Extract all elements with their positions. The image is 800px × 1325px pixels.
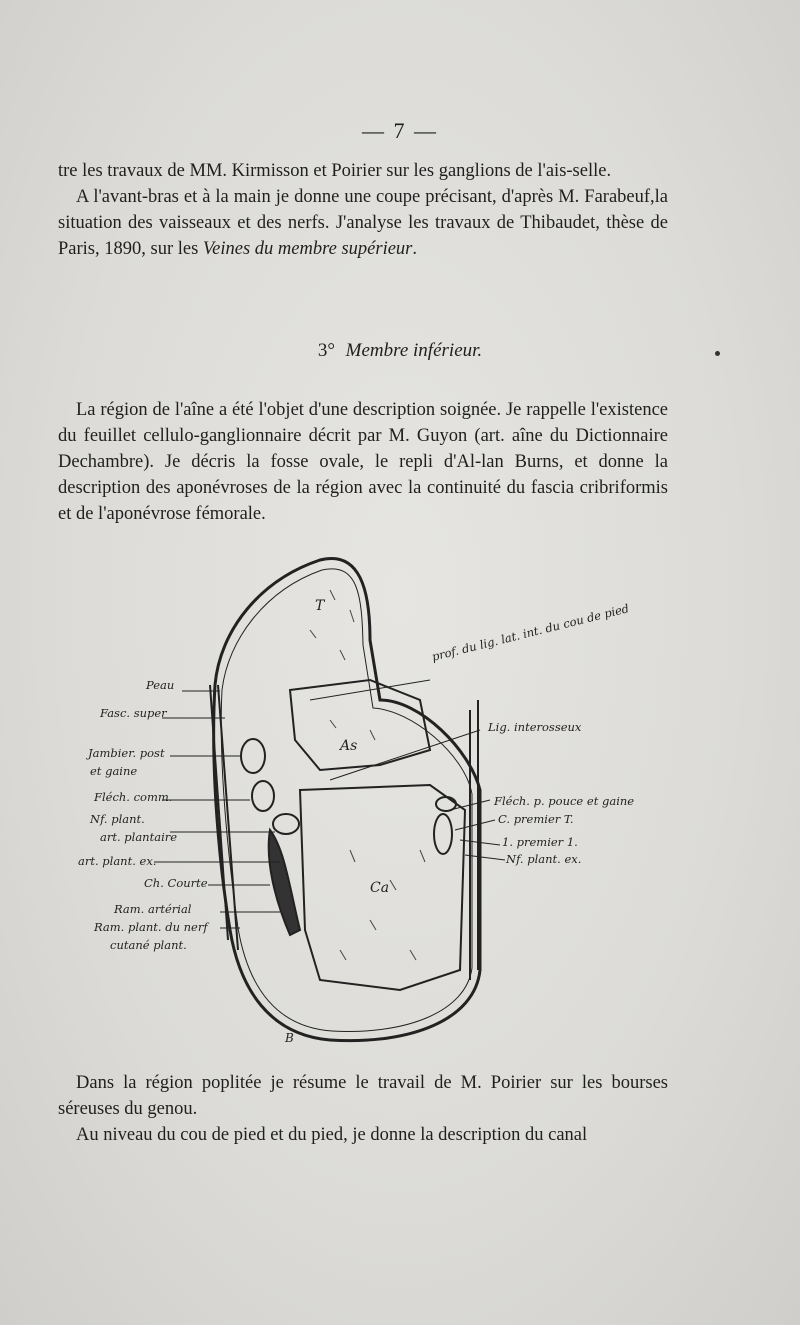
label-jambier: Jambier. post <box>88 746 165 760</box>
label-peau: Peau <box>146 678 175 692</box>
text-top <box>58 158 668 262</box>
text-bottom <box>58 1070 668 1148</box>
label-ch-courte: Ch. Courte <box>144 876 208 890</box>
label-nf-plant: Nf. plant. <box>90 812 145 826</box>
ca-label: Ca <box>370 880 390 896</box>
label-lig-inter: Lig. interosseux <box>488 720 582 734</box>
label-art-plant: art. plantaire <box>100 830 178 844</box>
veines-title: Veines du membre supérieur <box>202 239 413 259</box>
paragraph-avant-bras-text: A l'avant-bras et à la main je donne une coupe précisant, d'après M. Farabeuf,la situation des vaisseaux et des nerfs. J'analyse les travaux de Thibaudet, thèse de Paris, 1890, sur les <box>58 187 668 259</box>
label-lig-top: prof. du lig. lat. int. du cou de pied <box>430 601 631 664</box>
label-gaine: et gaine <box>90 764 138 778</box>
label-cutane: cutané plant. <box>110 938 187 952</box>
paragraph-kirmisson: tre les travaux de MM. Kirmisson et Poirier sur les ganglions de l'ais-selle. <box>58 161 612 181</box>
label-nf-plant-ex: Nf. plant. ex. <box>506 852 582 866</box>
anatomical-figure <box>70 550 680 1050</box>
section-heading <box>0 340 800 362</box>
paragraph-avant-bras <box>58 184 668 262</box>
text-middle <box>58 397 668 527</box>
stray-dot <box>715 351 720 356</box>
label-ram-plant: Ram. plant. du nerf <box>94 920 208 934</box>
paragraph-poplitee: Dans la région poplitée je résume le travail de M. Poirier sur les bourses séreuses du genou. <box>58 1073 668 1119</box>
label-fasc: Fasc. super <box>100 706 167 720</box>
as-label: As <box>340 738 358 754</box>
label-premier-1: 1. premier 1. <box>502 835 578 849</box>
paragraph-aine: La région de l'aîne a été l'objet d'une description soignée. Je rappelle l'existence du feuillet cellulo-ganglionnaire décrit par M. Guyon (art. aîne du Dictionnaire Dechambre). Je décris la fosse ovale, le repli d'Al-lan Burns, et donne la description des aponévroses de la région avec la continuité du fascia cribriformis et de l'aponévrose fémorale. <box>58 400 668 524</box>
paragraph-cou-de-pied: Au niveau du cou de pied et du pied, je donne la description du canal <box>76 1125 588 1145</box>
t-label: T <box>315 598 325 614</box>
label-flech-comm: Fléch. comm. <box>94 790 173 804</box>
period: . <box>412 239 417 259</box>
signature-label: B <box>285 1031 294 1045</box>
label-ram-arterial: Ram. artérial <box>114 902 192 916</box>
label-art-plant-ex: art. plant. ex. <box>78 854 157 868</box>
label-flech-pouce: Fléch. p. pouce et gaine <box>494 794 635 808</box>
section-number: 3° <box>317 340 335 361</box>
section-title: Membre inférieur. <box>345 340 483 361</box>
label-c-premier: C. premier T. <box>498 812 574 826</box>
page-number: — 7 — <box>362 118 438 143</box>
